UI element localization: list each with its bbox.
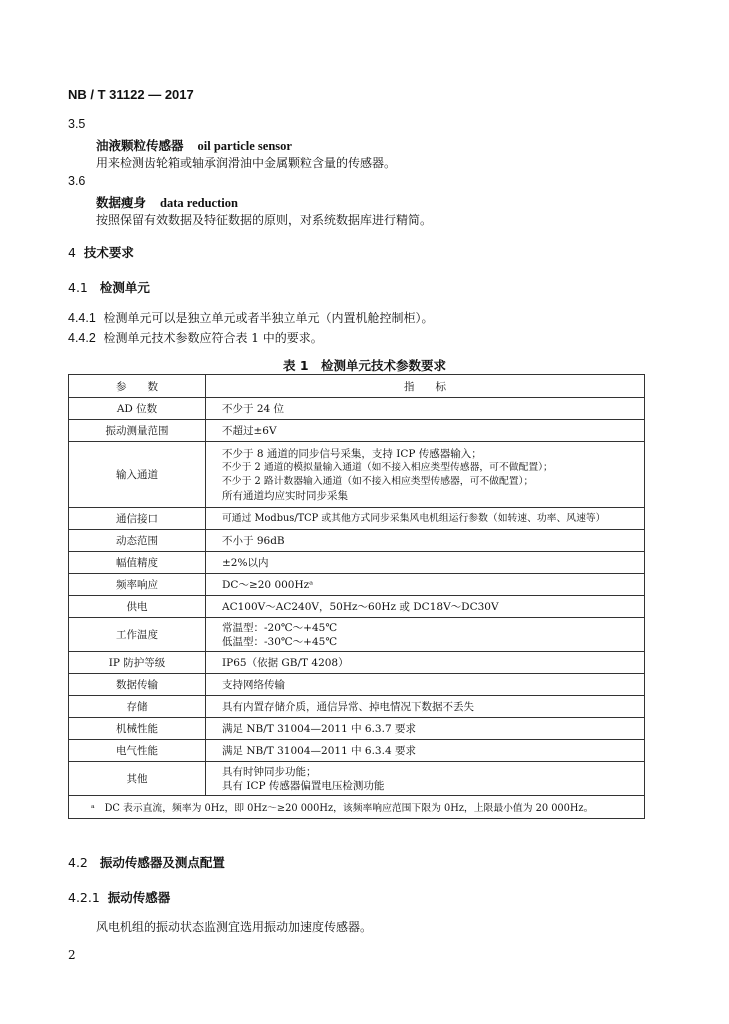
param-cell: 机械性能 (69, 718, 206, 740)
term-number: 3.6 (68, 174, 86, 188)
table-row (69, 740, 645, 762)
table-row (69, 574, 645, 596)
section-title: 检测单元 (99, 280, 150, 295)
clause-number: 4.4.1 (68, 311, 96, 325)
param-cell: 振动测量范围 (69, 420, 206, 442)
param-cell: 动态范围 (69, 530, 206, 552)
header-cell: 参 数 (69, 375, 206, 398)
term-english: oil particle sensor (197, 139, 292, 153)
section-title: 技术要求 (83, 245, 134, 260)
term-chinese: 数据瘦身 (96, 195, 147, 210)
value-line: 不少于 2 路计数器输入通道（如不接入相应类型传感器，可不做配置）； (222, 475, 534, 487)
table-header-row (69, 375, 645, 398)
table-row (69, 652, 645, 674)
value-cell (206, 762, 645, 796)
table-footnote-row (69, 796, 645, 819)
value-cell: 不少于 24 位 (206, 398, 645, 420)
clause-number: 4.4.2 (68, 331, 96, 345)
section-heading (68, 243, 134, 261)
value-line: 不少于 2 通道的模拟量输入通道（如不接入相应类型传感器，可不做配置）； (222, 461, 553, 473)
value-line: 常温型：-20℃～+45℃ (222, 621, 338, 634)
clause-text: 检测单元可以是独立单元或者半独立单元（内置机舱控制柜）。 (103, 311, 434, 325)
section-heading (68, 853, 225, 871)
term-number: 3.5 (68, 117, 86, 131)
value-line: 不少于 8 通道的同步信号采集，支持 ICP 传感器输入； (222, 447, 482, 460)
term-title (96, 192, 238, 211)
table-row (69, 442, 645, 508)
param-cell: 存储 (69, 696, 206, 718)
param-cell: 频率响应 (69, 574, 206, 596)
section-title: 振动传感器及测点配置 (99, 855, 225, 870)
term-definition: 用来检测齿轮箱或轴承润滑油中金属颗粒含量的传感器。 (96, 156, 397, 170)
section-number: 4.1 (68, 280, 88, 295)
value-cell: 满足 NB/T 31004—2011 中 6.3.7 要求 (206, 718, 645, 740)
value-line: 所有通道均应实时同步采集 (222, 489, 348, 502)
value-line: 具有 ICP 传感器偏置电压检测功能 (222, 779, 385, 792)
section-number: 4.2.1 (68, 890, 100, 905)
value-cell: AC100V～AC240V，50Hz～60Hz 或 DC18V～DC30V (206, 596, 645, 618)
value-cell: 满足 NB/T 31004—2011 中 6.3.4 要求 (206, 740, 645, 762)
value-cell: ±2%以内 (206, 552, 645, 574)
value-cell: 不超过±6V (206, 420, 645, 442)
paragraph (68, 309, 433, 326)
section-number: 4.2 (68, 855, 88, 870)
value-cell (206, 618, 645, 652)
table-row (69, 530, 645, 552)
table-row (69, 552, 645, 574)
param-cell: 工作温度 (69, 618, 206, 652)
document-header: NB / T 31122 — 2017 (68, 87, 194, 102)
section-title: 振动传感器 (107, 890, 171, 905)
table-row (69, 674, 645, 696)
spec-table (68, 374, 645, 819)
table-row (69, 718, 645, 740)
section-number: 4 (68, 245, 76, 260)
param-cell: IP 防护等级 (69, 652, 206, 674)
section-heading (68, 278, 150, 296)
paragraph: 风电机组的振动状态监测宜选用振动加速度传感器。 (96, 920, 373, 934)
table-row (69, 420, 645, 442)
table-row (69, 508, 645, 530)
section-heading (68, 888, 170, 906)
header-cell: 指 标 (206, 375, 645, 398)
value-line: 具有时钟同步功能； (222, 765, 317, 778)
table-row (69, 398, 645, 420)
param-cell: 幅值精度 (69, 552, 206, 574)
table-row (69, 618, 645, 652)
table-row (69, 596, 645, 618)
paragraph (68, 329, 323, 346)
param-cell: 供电 (69, 596, 206, 618)
value-cell: 可通过 Modbus/TCP 或其他方式同步采集风电机组运行参数（如转速、功率、风速等） (206, 508, 645, 530)
value-cell: DC～≥20 000Hzᵃ (206, 574, 645, 596)
clause-text: 检测单元技术参数应符合表 1 中的要求。 (103, 331, 323, 345)
param-cell: 电气性能 (69, 740, 206, 762)
param-cell: AD 位数 (69, 398, 206, 420)
param-cell: 输入通道 (69, 442, 206, 508)
table-caption: 表 1 检测单元技术参数要求 (282, 358, 447, 373)
term-definition: 按照保留有效数据及特征数据的原则，对系统数据库进行精简。 (96, 213, 433, 227)
param-cell: 其他 (69, 762, 206, 796)
term-title (96, 135, 292, 154)
term-english: data reduction (160, 196, 238, 210)
param-cell: 数据传输 (69, 674, 206, 696)
value-line: 低温型：-30℃～+45℃ (222, 635, 338, 648)
value-cell: 具有内置存储介质，通信异常、掉电情况下数据不丢失 (206, 696, 645, 718)
param-cell: 通信接口 (69, 508, 206, 530)
table-row (69, 762, 645, 796)
table-footnote: ᵃ DC 表示直流，频率为 0Hz，即 0Hz～≥20 000Hz，该频率响应范围下限为 0Hz，上限最小值为 20 000Hz。 (69, 796, 645, 819)
value-cell: 不小于 96dB (206, 530, 645, 552)
value-cell (206, 442, 645, 508)
page-number: 2 (68, 948, 76, 962)
value-cell: IP65（依据 GB/T 4208） (206, 652, 645, 674)
value-cell: 支持网络传输 (206, 674, 645, 696)
term-chinese: 油液颗粒传感器 (96, 138, 184, 153)
table-row (69, 696, 645, 718)
